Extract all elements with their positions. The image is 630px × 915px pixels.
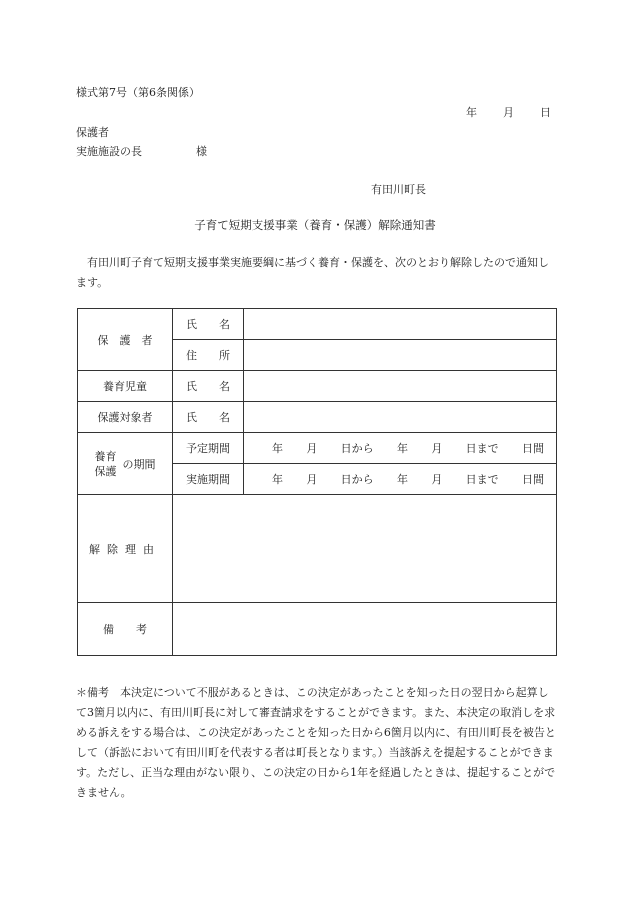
actual-to-month: 月 <box>431 473 443 486</box>
protected-name-field[interactable] <box>244 402 557 433</box>
planned-days: 日間 <box>521 442 544 455</box>
actual-period-field[interactable] <box>244 464 557 495</box>
actual-from-month: 月 <box>306 473 318 486</box>
guardian-address-field[interactable] <box>244 340 557 371</box>
reason-label: 解除理由 <box>78 495 173 603</box>
planned-period-field[interactable] <box>244 433 557 464</box>
child-name-label: 氏 名 <box>173 371 244 402</box>
period-label: の期間 <box>122 457 156 471</box>
planned-to-year: 年 <box>396 442 408 455</box>
date-year: 年 <box>466 106 477 119</box>
planned-from-year: 年 <box>272 442 283 455</box>
guardian-label: 保 護 者 <box>78 309 173 371</box>
planned-from-day: 日から <box>340 442 374 455</box>
actual-from-day: 日から <box>340 473 374 486</box>
care-label-top: 養育 <box>94 449 117 463</box>
recipient-facility: 実施施設の長 <box>76 145 142 158</box>
guardian-name-field[interactable] <box>244 309 557 340</box>
child-label: 養育児童 <box>78 371 173 402</box>
actual-period-label: 実施期間 <box>173 464 244 495</box>
document-title: 子育て短期支援事業（養育・保護）解除通知書 <box>194 218 436 232</box>
guardian-name-label: 氏 名 <box>173 309 244 340</box>
recipient-guardian: 保護者 <box>76 126 109 139</box>
appeal-note: ＊備考 本決定について不服があるときは、この決定があったことを知った日の翌日から起算して3箇月以内に、有田川町長に対して審査請求をすることができます。また、本決定の取消しを求める訴えをする場合は、この決定があったことを知った日から6箇月以内に、有田川町長を被告として（訴訟において有田川町を代表する者は町長となります。）当該訴えを提起することができます。ただし、正当な理由がない限り、この決定の日から1年を経過したときは、提起することができません。 <box>76 686 556 799</box>
guardian-address-label: 住 所 <box>173 340 244 371</box>
care-label-bottom: 保護 <box>94 464 117 478</box>
form-number: 様式第7号（第6条関係） <box>76 86 200 99</box>
notice-table <box>77 308 557 656</box>
care-period-label <box>78 433 173 495</box>
recipient-honorific: 様 <box>196 145 207 158</box>
child-name-field[interactable] <box>244 371 557 402</box>
actual-to-year: 年 <box>396 473 408 486</box>
planned-from-month: 月 <box>306 442 318 455</box>
actual-to-day: 日まで <box>465 473 499 486</box>
remarks-label: 備 考 <box>78 603 173 656</box>
protected-label: 保護対象者 <box>78 402 173 433</box>
actual-from-year: 年 <box>272 473 283 486</box>
date-month: 月 <box>503 106 514 119</box>
planned-to-month: 月 <box>431 442 443 455</box>
protected-name-label: 氏 名 <box>173 402 244 433</box>
remarks-field[interactable] <box>173 603 557 656</box>
reason-field[interactable] <box>173 495 557 603</box>
planned-period-label: 予定期間 <box>173 433 244 464</box>
planned-to-day: 日まで <box>465 442 499 455</box>
intro-text: 有田川町子育て短期支援事業実施要綱に基づく養育・保護を、次のとおり解除したので通知します。 <box>76 256 549 289</box>
actual-days: 日間 <box>521 473 544 486</box>
issuer: 有田川町長 <box>371 183 426 196</box>
date-day: 日 <box>540 106 551 119</box>
date-line <box>466 104 551 120</box>
